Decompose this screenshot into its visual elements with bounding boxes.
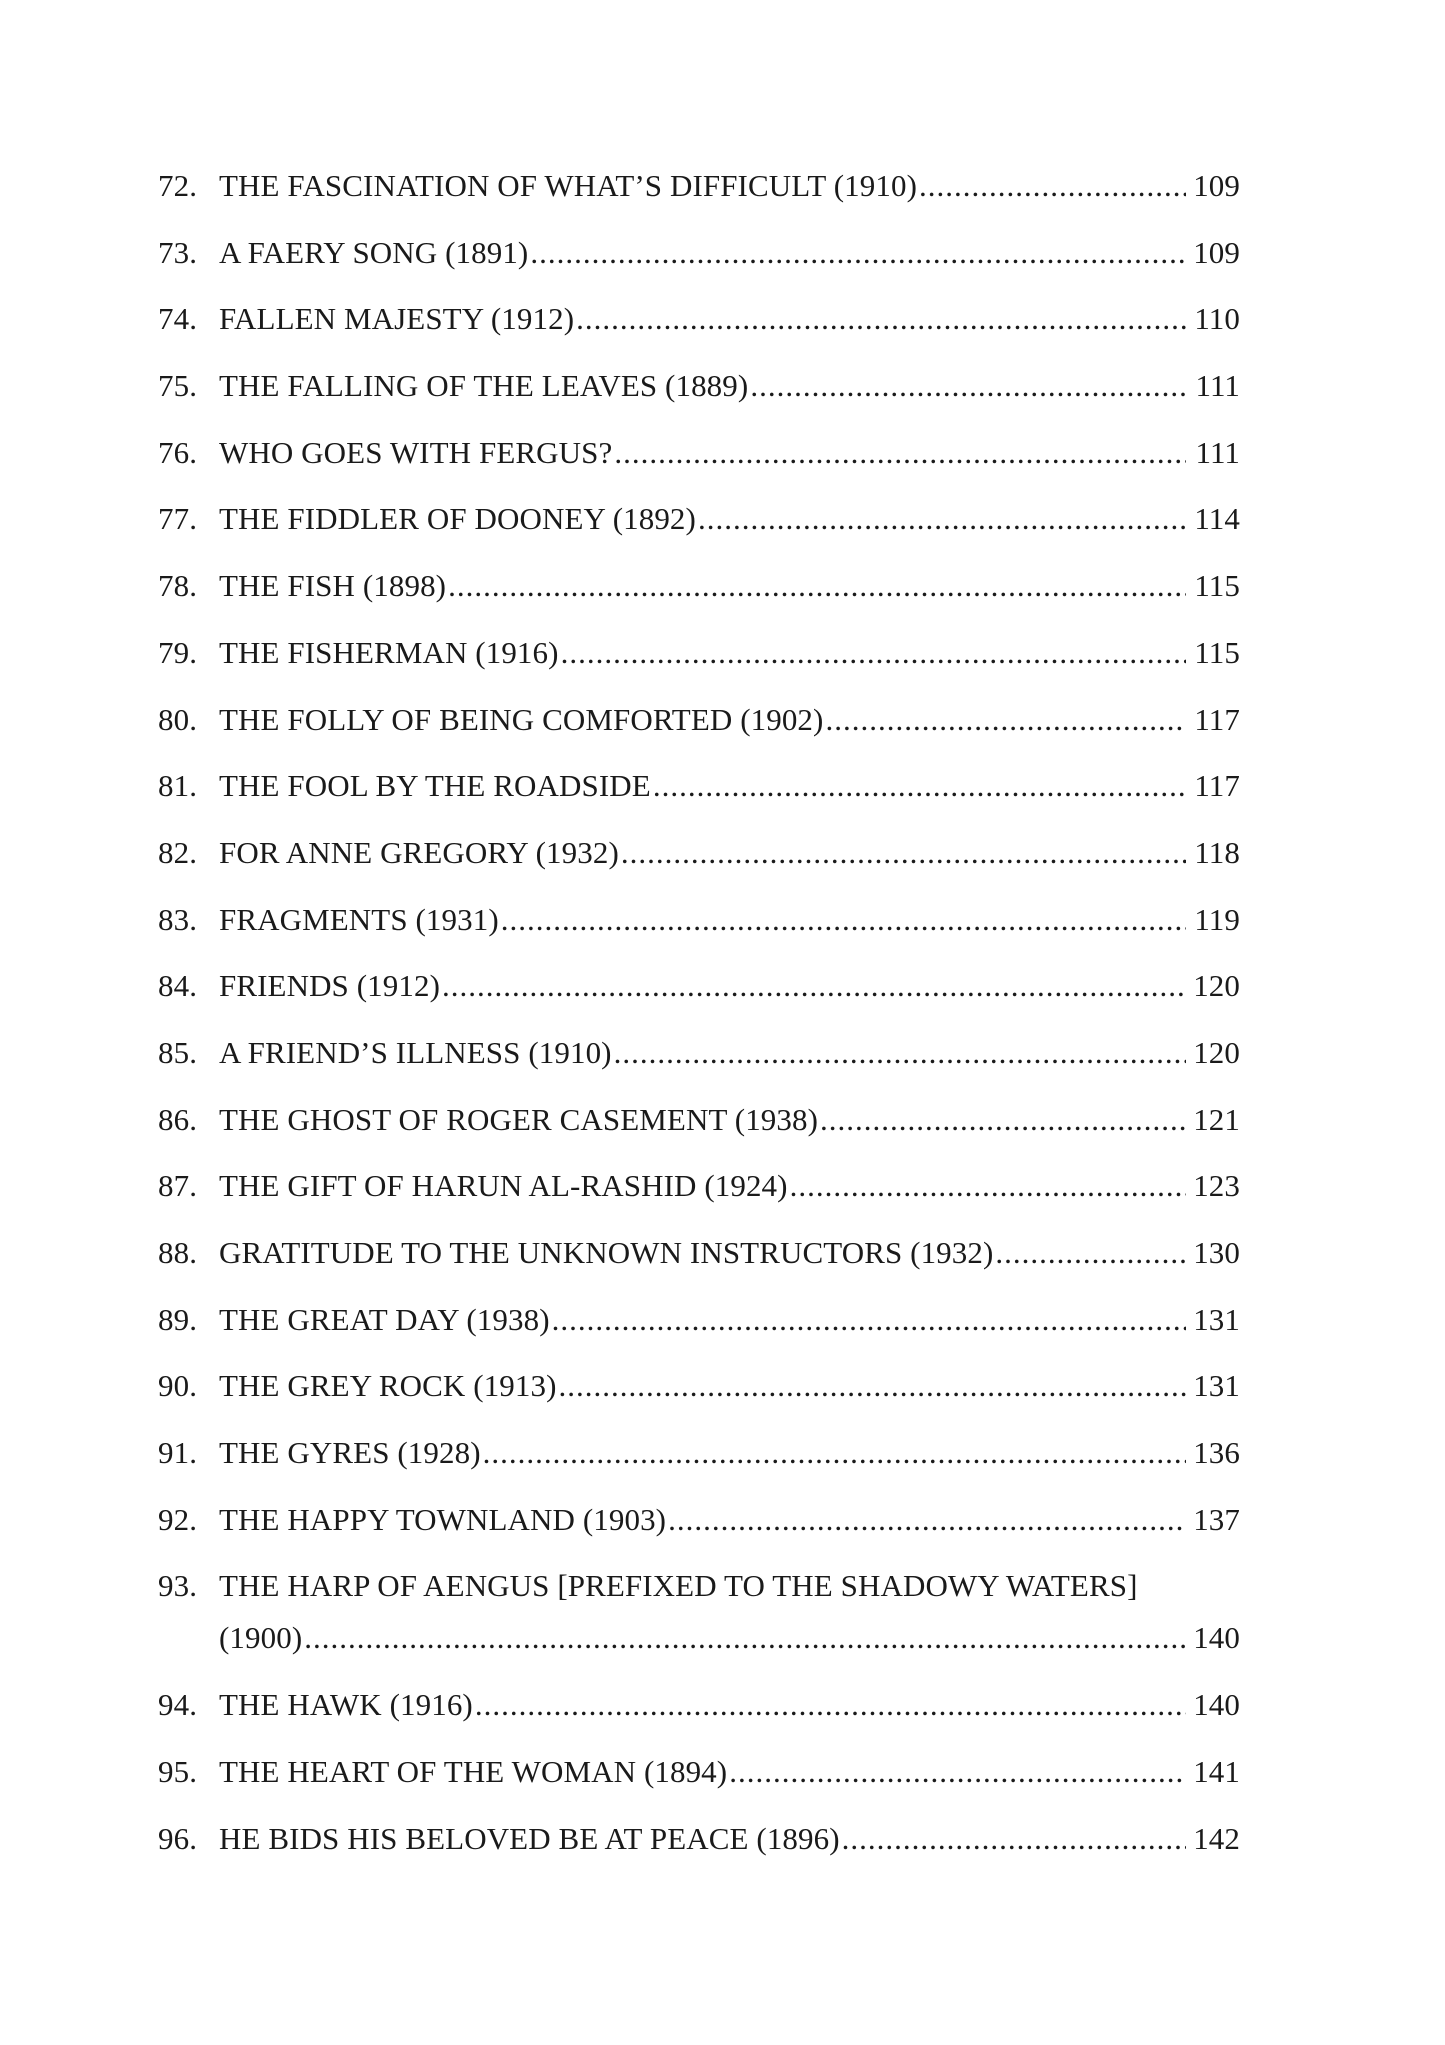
toc-entry[interactable] (158, 1360, 1240, 1412)
entry-page-number: 120 (1193, 1034, 1240, 1070)
toc-entry[interactable] (158, 1294, 1240, 1346)
entry-title: FRIENDS (1912) (219, 968, 440, 1004)
entry-number: 77. (158, 501, 198, 537)
entry-title: THE GIFT OF HARUN AL-RASHID (1924) (219, 1168, 788, 1204)
dot-leader (576, 293, 1186, 345)
entry-title: THE GHOST OF ROGER CASEMENT (1938) (219, 1101, 819, 1137)
entry-title: FOR ANNE GREGORY (1932) (219, 834, 619, 870)
dot-leader (842, 1813, 1186, 1865)
entry-number: 79. (158, 634, 198, 670)
entry-title: THE GYRES (1928) (219, 1435, 481, 1471)
entry-page-number: 117 (1194, 701, 1240, 737)
toc-entry[interactable] (158, 293, 1240, 345)
toc-entry[interactable] (158, 1027, 1240, 1079)
toc-entry[interactable] (158, 493, 1240, 545)
toc-entry[interactable] (158, 960, 1240, 1012)
toc-entry[interactable] (158, 1427, 1240, 1479)
dot-leader (304, 1612, 1186, 1664)
dot-leader (483, 1427, 1186, 1479)
entry-title-continuation: (1900) (219, 1620, 303, 1656)
entry-title: THE FIDDLER OF DOONEY (1892) (219, 501, 696, 537)
entry-page-number: 120 (1193, 968, 1240, 1004)
entry-title: THE FOLLY OF BEING COMFORTED (1902) (219, 701, 824, 737)
entry-page-number: 136 (1193, 1435, 1240, 1471)
dot-leader (475, 1679, 1186, 1731)
entry-page-number: 115 (1194, 568, 1240, 604)
entry-title: THE HARP OF AENGUS [PREFIXED TO THE SHADOWY WATERS] (219, 1568, 1138, 1604)
entry-title: THE FISH (1898) (219, 568, 447, 604)
toc-entry[interactable] (158, 1746, 1240, 1798)
toc-entry[interactable] (158, 1813, 1240, 1865)
entry-page-number: 142 (1193, 1820, 1240, 1856)
dot-leader (530, 227, 1186, 279)
entry-page-number: 141 (1193, 1753, 1240, 1789)
entry-number: 89. (158, 1301, 198, 1337)
dot-leader (820, 1094, 1186, 1146)
toc-entry[interactable] (158, 160, 1240, 212)
toc-entry[interactable] (158, 627, 1240, 679)
entry-page-number: 111 (1195, 368, 1240, 404)
dot-leader (825, 694, 1186, 746)
entry-page-number: 131 (1193, 1368, 1240, 1404)
entry-number: 92. (158, 1501, 198, 1537)
toc-entry[interactable] (158, 1494, 1240, 1546)
entry-number: 76. (158, 434, 198, 470)
entry-number: 90. (158, 1368, 198, 1404)
entry-title: THE FISHERMAN (1916) (219, 634, 559, 670)
entry-page-number: 131 (1193, 1301, 1240, 1337)
entry-page-number: 109 (1193, 234, 1240, 270)
toc-entry[interactable] (158, 1560, 1240, 1664)
entry-page-number: 114 (1194, 501, 1240, 537)
entry-number: 82. (158, 834, 198, 870)
toc-entry[interactable] (158, 760, 1240, 812)
entry-title: THE FALLING OF THE LEAVES (1889) (219, 368, 749, 404)
entry-title: A FAERY SONG (1891) (219, 234, 529, 270)
dot-leader (995, 1227, 1186, 1279)
entry-number: 74. (158, 301, 198, 337)
entry-page-number: 118 (1194, 834, 1240, 870)
toc-entry[interactable] (158, 694, 1240, 746)
dot-leader (559, 1360, 1186, 1412)
entry-number: 85. (158, 1034, 198, 1070)
dot-leader (442, 960, 1186, 1012)
dot-leader (729, 1746, 1186, 1798)
entry-number: 86. (158, 1101, 198, 1137)
toc-entry[interactable] (158, 1160, 1240, 1212)
entry-page-number: 140 (1193, 1620, 1240, 1656)
entry-title: A FRIEND’S ILLNESS (1910) (219, 1034, 612, 1070)
dot-leader (561, 627, 1186, 679)
entry-page-number: 121 (1193, 1101, 1240, 1137)
toc-entry[interactable] (158, 1227, 1240, 1279)
toc-entry[interactable] (158, 560, 1240, 612)
entry-page-number: 123 (1193, 1168, 1240, 1204)
entry-title: FRAGMENTS (1931) (219, 901, 499, 937)
toc-entry[interactable] (158, 227, 1240, 279)
entry-page-number: 119 (1194, 901, 1240, 937)
dot-leader (614, 427, 1186, 479)
dot-leader (614, 1027, 1186, 1079)
dot-leader (750, 360, 1186, 412)
dot-leader (448, 560, 1186, 612)
entry-page-number: 137 (1193, 1501, 1240, 1537)
entry-title: THE GREY ROCK (1913) (219, 1368, 557, 1404)
entry-number: 80. (158, 701, 198, 737)
entry-number: 84. (158, 968, 198, 1004)
entry-title: HE BIDS HIS BELOVED BE AT PEACE (1896) (219, 1820, 840, 1856)
toc-entry[interactable] (158, 427, 1240, 479)
dot-leader (501, 894, 1186, 946)
dot-leader (653, 760, 1186, 812)
table-of-contents (158, 160, 1240, 1879)
entry-title: WHO GOES WITH FERGUS? (219, 434, 613, 470)
entry-number: 72. (158, 168, 198, 203)
entry-number: 78. (158, 568, 198, 604)
entry-title: THE GREAT DAY (1938) (219, 1301, 550, 1337)
entry-title: FALLEN MAJESTY (1912) (219, 301, 575, 337)
entry-number: 96. (158, 1820, 198, 1856)
dot-leader (621, 827, 1186, 879)
entry-number: 73. (158, 234, 198, 270)
entry-title: THE HEART OF THE WOMAN (1894) (219, 1753, 728, 1789)
dot-leader (668, 1494, 1186, 1546)
entry-number: 81. (158, 768, 198, 804)
entry-number: 93. (158, 1568, 198, 1604)
entry-page-number: 115 (1194, 634, 1240, 670)
entry-title: THE HAWK (1916) (219, 1687, 473, 1723)
entry-page-number: 130 (1193, 1235, 1240, 1270)
entry-title: THE HAPPY TOWNLAND (1903) (219, 1501, 667, 1537)
entry-page-number: 109 (1193, 168, 1240, 203)
dot-leader (790, 1160, 1186, 1212)
entry-page-number: 140 (1193, 1687, 1240, 1723)
entry-number: 87. (158, 1168, 198, 1204)
toc-entry[interactable] (158, 1679, 1240, 1731)
entry-number: 94. (158, 1687, 198, 1723)
entry-number: 88. (158, 1235, 198, 1270)
dot-leader (919, 160, 1186, 212)
entry-title: GRATITUDE TO THE UNKNOWN INSTRUCTORS (1932) (219, 1235, 994, 1270)
dot-leader (698, 493, 1186, 545)
entry-page-number: 111 (1195, 434, 1240, 470)
entry-number: 95. (158, 1753, 198, 1789)
entry-number: 75. (158, 368, 198, 404)
entry-title: THE FASCINATION OF WHAT’S DIFFICULT (1910) (219, 168, 918, 203)
entry-page-number: 110 (1194, 301, 1240, 337)
entry-number: 91. (158, 1435, 198, 1471)
dot-leader (552, 1294, 1186, 1346)
entry-page-number: 117 (1194, 768, 1240, 804)
entry-title: THE FOOL BY THE ROADSIDE (219, 768, 651, 804)
toc-entry[interactable] (158, 894, 1240, 946)
toc-entry[interactable] (158, 827, 1240, 879)
entry-number: 83. (158, 901, 198, 937)
toc-entry[interactable] (158, 360, 1240, 412)
toc-entry[interactable] (158, 1094, 1240, 1146)
